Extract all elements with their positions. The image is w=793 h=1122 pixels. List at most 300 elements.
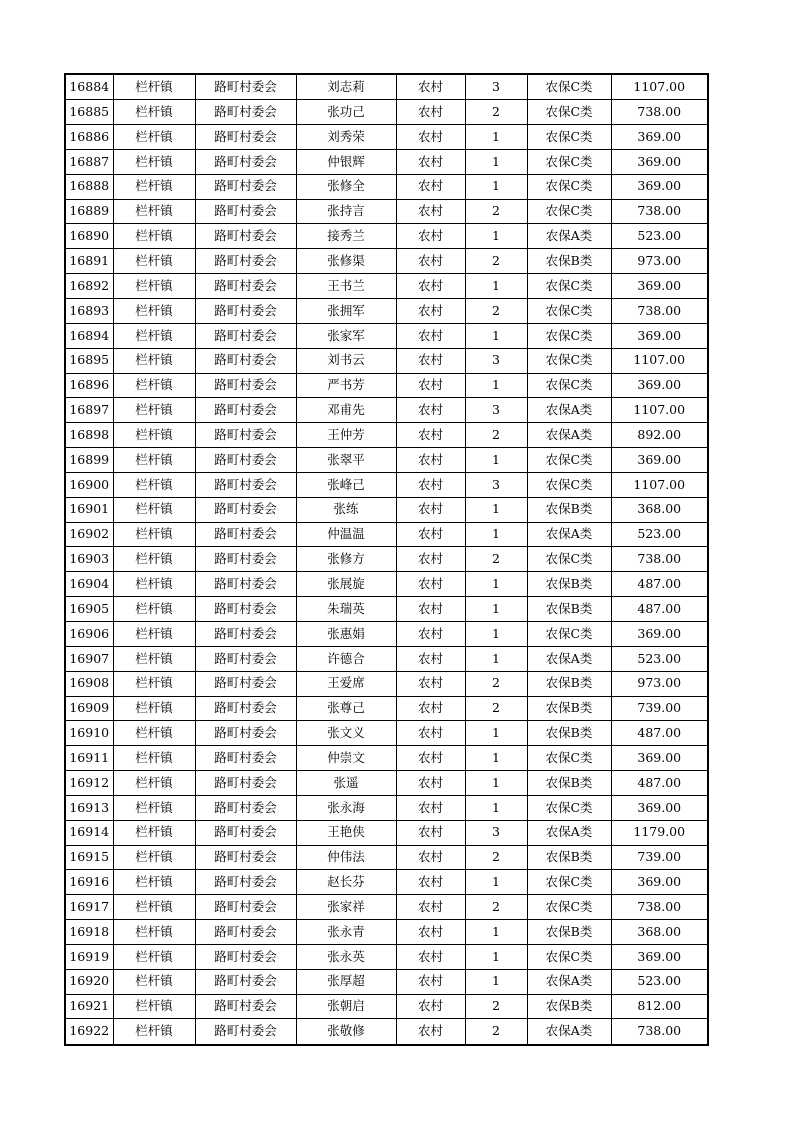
table-row bbox=[65, 547, 708, 572]
cell-person-count: 1 bbox=[465, 920, 527, 945]
cell-person-count: 1 bbox=[465, 448, 527, 473]
cell-village: 路町村委会 bbox=[195, 621, 296, 646]
cell-insurance-category: 农保B类 bbox=[527, 597, 611, 622]
cell-person-name: 张家军 bbox=[296, 323, 396, 348]
table-row bbox=[65, 696, 708, 721]
cell-person-name: 张厚超 bbox=[296, 969, 396, 994]
table-row bbox=[65, 348, 708, 373]
cell-residence-type: 农村 bbox=[396, 199, 465, 224]
cell-residence-type: 农村 bbox=[396, 423, 465, 448]
cell-residence-type: 农村 bbox=[396, 746, 465, 771]
cell-person-name: 许德合 bbox=[296, 646, 396, 671]
cell-town: 栏杆镇 bbox=[113, 448, 195, 473]
cell-person-name: 刘秀荣 bbox=[296, 125, 396, 150]
cell-person-name: 接秀兰 bbox=[296, 224, 396, 249]
cell-insurance-category: 农保A类 bbox=[527, 423, 611, 448]
cell-record-id: 16895 bbox=[65, 348, 113, 373]
cell-person-count: 1 bbox=[465, 944, 527, 969]
cell-residence-type: 农村 bbox=[396, 100, 465, 125]
cell-residence-type: 农村 bbox=[396, 944, 465, 969]
cell-residence-type: 农村 bbox=[396, 646, 465, 671]
cell-town: 栏杆镇 bbox=[113, 870, 195, 895]
cell-record-id: 16888 bbox=[65, 174, 113, 199]
cell-town: 栏杆镇 bbox=[113, 125, 195, 150]
cell-residence-type: 农村 bbox=[396, 820, 465, 845]
cell-person-name: 王艳侠 bbox=[296, 820, 396, 845]
cell-village: 路町村委会 bbox=[195, 845, 296, 870]
table-row bbox=[65, 870, 708, 895]
cell-town: 栏杆镇 bbox=[113, 771, 195, 796]
cell-person-count: 1 bbox=[465, 373, 527, 398]
cell-person-count: 3 bbox=[465, 472, 527, 497]
cell-person-name: 张惠娟 bbox=[296, 621, 396, 646]
cell-town: 栏杆镇 bbox=[113, 373, 195, 398]
cell-residence-type: 农村 bbox=[396, 870, 465, 895]
cell-person-count: 1 bbox=[465, 572, 527, 597]
cell-amount: 973.00 bbox=[611, 671, 708, 696]
table-row bbox=[65, 224, 708, 249]
cell-residence-type: 农村 bbox=[396, 572, 465, 597]
cell-amount: 523.00 bbox=[611, 969, 708, 994]
cell-village: 路町村委会 bbox=[195, 944, 296, 969]
cell-town: 栏杆镇 bbox=[113, 920, 195, 945]
cell-person-count: 1 bbox=[465, 771, 527, 796]
cell-insurance-category: 农保B类 bbox=[527, 572, 611, 597]
cell-person-name: 朱瑞英 bbox=[296, 597, 396, 622]
cell-person-name: 邓甫先 bbox=[296, 398, 396, 423]
cell-person-count: 1 bbox=[465, 795, 527, 820]
cell-amount: 738.00 bbox=[611, 199, 708, 224]
cell-residence-type: 农村 bbox=[396, 448, 465, 473]
table-row bbox=[65, 746, 708, 771]
cell-insurance-category: 农保C类 bbox=[527, 100, 611, 125]
cell-village: 路町村委会 bbox=[195, 149, 296, 174]
table-row bbox=[65, 497, 708, 522]
cell-town: 栏杆镇 bbox=[113, 944, 195, 969]
cell-person-name: 张家祥 bbox=[296, 895, 396, 920]
cell-town: 栏杆镇 bbox=[113, 1019, 195, 1045]
cell-town: 栏杆镇 bbox=[113, 348, 195, 373]
cell-amount: 892.00 bbox=[611, 423, 708, 448]
cell-person-count: 2 bbox=[465, 696, 527, 721]
table-row bbox=[65, 1019, 708, 1045]
cell-person-name: 张修全 bbox=[296, 174, 396, 199]
cell-amount: 369.00 bbox=[611, 174, 708, 199]
cell-record-id: 16896 bbox=[65, 373, 113, 398]
cell-record-id: 16916 bbox=[65, 870, 113, 895]
cell-amount: 369.00 bbox=[611, 448, 708, 473]
cell-amount: 368.00 bbox=[611, 497, 708, 522]
cell-amount: 487.00 bbox=[611, 771, 708, 796]
cell-residence-type: 农村 bbox=[396, 895, 465, 920]
cell-person-count: 1 bbox=[465, 497, 527, 522]
cell-insurance-category: 农保C类 bbox=[527, 74, 611, 100]
cell-amount: 487.00 bbox=[611, 572, 708, 597]
cell-town: 栏杆镇 bbox=[113, 472, 195, 497]
cell-village: 路町村委会 bbox=[195, 746, 296, 771]
cell-village: 路町村委会 bbox=[195, 448, 296, 473]
cell-person-name: 张永青 bbox=[296, 920, 396, 945]
cell-person-name: 严书芳 bbox=[296, 373, 396, 398]
cell-record-id: 16919 bbox=[65, 944, 113, 969]
cell-record-id: 16903 bbox=[65, 547, 113, 572]
cell-residence-type: 农村 bbox=[396, 74, 465, 100]
cell-residence-type: 农村 bbox=[396, 994, 465, 1019]
table-row bbox=[65, 969, 708, 994]
cell-person-count: 1 bbox=[465, 721, 527, 746]
cell-insurance-category: 农保B类 bbox=[527, 771, 611, 796]
cell-town: 栏杆镇 bbox=[113, 224, 195, 249]
cell-residence-type: 农村 bbox=[396, 522, 465, 547]
cell-village: 路町村委会 bbox=[195, 969, 296, 994]
cell-residence-type: 农村 bbox=[396, 249, 465, 274]
cell-insurance-category: 农保A类 bbox=[527, 224, 611, 249]
table-row bbox=[65, 448, 708, 473]
cell-person-count: 1 bbox=[465, 149, 527, 174]
cell-residence-type: 农村 bbox=[396, 274, 465, 299]
cell-village: 路町村委会 bbox=[195, 795, 296, 820]
cell-insurance-category: 农保C类 bbox=[527, 944, 611, 969]
cell-town: 栏杆镇 bbox=[113, 174, 195, 199]
cell-record-id: 16905 bbox=[65, 597, 113, 622]
table-row bbox=[65, 174, 708, 199]
cell-insurance-category: 农保C类 bbox=[527, 348, 611, 373]
cell-person-name: 张朝启 bbox=[296, 994, 396, 1019]
cell-town: 栏杆镇 bbox=[113, 746, 195, 771]
cell-insurance-category: 农保A类 bbox=[527, 1019, 611, 1045]
cell-insurance-category: 农保B类 bbox=[527, 497, 611, 522]
cell-amount: 523.00 bbox=[611, 224, 708, 249]
cell-person-count: 1 bbox=[465, 224, 527, 249]
table-row bbox=[65, 895, 708, 920]
cell-village: 路町村委会 bbox=[195, 522, 296, 547]
cell-residence-type: 农村 bbox=[396, 348, 465, 373]
cell-amount: 369.00 bbox=[611, 274, 708, 299]
cell-town: 栏杆镇 bbox=[113, 323, 195, 348]
table-row bbox=[65, 771, 708, 796]
cell-insurance-category: 农保C类 bbox=[527, 149, 611, 174]
cell-insurance-category: 农保C类 bbox=[527, 373, 611, 398]
cell-record-id: 16922 bbox=[65, 1019, 113, 1045]
cell-record-id: 16913 bbox=[65, 795, 113, 820]
table-row bbox=[65, 472, 708, 497]
cell-person-count: 1 bbox=[465, 522, 527, 547]
cell-amount: 1179.00 bbox=[611, 820, 708, 845]
cell-person-name: 仲温温 bbox=[296, 522, 396, 547]
cell-town: 栏杆镇 bbox=[113, 522, 195, 547]
table-row bbox=[65, 125, 708, 150]
cell-village: 路町村委会 bbox=[195, 74, 296, 100]
cell-person-name: 张文义 bbox=[296, 721, 396, 746]
cell-village: 路町村委会 bbox=[195, 100, 296, 125]
cell-village: 路町村委会 bbox=[195, 547, 296, 572]
cell-record-id: 16904 bbox=[65, 572, 113, 597]
cell-amount: 369.00 bbox=[611, 373, 708, 398]
cell-record-id: 16894 bbox=[65, 323, 113, 348]
cell-insurance-category: 农保A类 bbox=[527, 398, 611, 423]
cell-town: 栏杆镇 bbox=[113, 299, 195, 324]
cell-residence-type: 农村 bbox=[396, 771, 465, 796]
cell-record-id: 16908 bbox=[65, 671, 113, 696]
cell-town: 栏杆镇 bbox=[113, 398, 195, 423]
cell-amount: 369.00 bbox=[611, 746, 708, 771]
cell-village: 路町村委会 bbox=[195, 1019, 296, 1045]
cell-residence-type: 农村 bbox=[396, 299, 465, 324]
cell-village: 路町村委会 bbox=[195, 994, 296, 1019]
cell-insurance-category: 农保C类 bbox=[527, 174, 611, 199]
cell-insurance-category: 农保A类 bbox=[527, 646, 611, 671]
cell-record-id: 16901 bbox=[65, 497, 113, 522]
cell-insurance-category: 农保C类 bbox=[527, 472, 611, 497]
cell-village: 路町村委会 bbox=[195, 497, 296, 522]
cell-amount: 739.00 bbox=[611, 845, 708, 870]
cell-person-name: 张敬修 bbox=[296, 1019, 396, 1045]
cell-town: 栏杆镇 bbox=[113, 199, 195, 224]
cell-amount: 369.00 bbox=[611, 944, 708, 969]
cell-town: 栏杆镇 bbox=[113, 820, 195, 845]
cell-insurance-category: 农保C类 bbox=[527, 547, 611, 572]
cell-person-count: 2 bbox=[465, 299, 527, 324]
cell-record-id: 16884 bbox=[65, 74, 113, 100]
cell-record-id: 16897 bbox=[65, 398, 113, 423]
cell-village: 路町村委会 bbox=[195, 423, 296, 448]
cell-insurance-category: 农保A类 bbox=[527, 969, 611, 994]
cell-insurance-category: 农保B类 bbox=[527, 920, 611, 945]
table-row bbox=[65, 323, 708, 348]
cell-residence-type: 农村 bbox=[396, 969, 465, 994]
cell-insurance-category: 农保C类 bbox=[527, 870, 611, 895]
cell-record-id: 16906 bbox=[65, 621, 113, 646]
table-row bbox=[65, 820, 708, 845]
cell-residence-type: 农村 bbox=[396, 920, 465, 945]
table-row bbox=[65, 249, 708, 274]
cell-amount: 738.00 bbox=[611, 100, 708, 125]
cell-record-id: 16909 bbox=[65, 696, 113, 721]
table-row bbox=[65, 795, 708, 820]
cell-person-name: 仲银辉 bbox=[296, 149, 396, 174]
cell-town: 栏杆镇 bbox=[113, 547, 195, 572]
cell-person-count: 2 bbox=[465, 547, 527, 572]
table-body bbox=[65, 74, 708, 1045]
cell-village: 路町村委会 bbox=[195, 249, 296, 274]
cell-amount: 738.00 bbox=[611, 299, 708, 324]
table-row bbox=[65, 572, 708, 597]
cell-town: 栏杆镇 bbox=[113, 646, 195, 671]
cell-village: 路町村委会 bbox=[195, 696, 296, 721]
table-row bbox=[65, 74, 708, 100]
cell-residence-type: 农村 bbox=[396, 721, 465, 746]
cell-insurance-category: 农保C类 bbox=[527, 199, 611, 224]
cell-person-count: 3 bbox=[465, 820, 527, 845]
cell-person-name: 张永海 bbox=[296, 795, 396, 820]
cell-town: 栏杆镇 bbox=[113, 274, 195, 299]
cell-amount: 738.00 bbox=[611, 547, 708, 572]
cell-person-name: 张展旋 bbox=[296, 572, 396, 597]
cell-amount: 738.00 bbox=[611, 895, 708, 920]
table-row bbox=[65, 199, 708, 224]
cell-village: 路町村委会 bbox=[195, 671, 296, 696]
cell-person-name: 张尊己 bbox=[296, 696, 396, 721]
cell-record-id: 16912 bbox=[65, 771, 113, 796]
cell-person-count: 1 bbox=[465, 125, 527, 150]
cell-insurance-category: 农保C类 bbox=[527, 323, 611, 348]
cell-person-name: 张峰己 bbox=[296, 472, 396, 497]
cell-amount: 487.00 bbox=[611, 721, 708, 746]
cell-town: 栏杆镇 bbox=[113, 249, 195, 274]
cell-person-name: 刘书云 bbox=[296, 348, 396, 373]
cell-amount: 738.00 bbox=[611, 1019, 708, 1045]
cell-record-id: 16893 bbox=[65, 299, 113, 324]
cell-town: 栏杆镇 bbox=[113, 149, 195, 174]
cell-record-id: 16889 bbox=[65, 199, 113, 224]
cell-person-name: 张翠平 bbox=[296, 448, 396, 473]
cell-village: 路町村委会 bbox=[195, 323, 296, 348]
cell-village: 路町村委会 bbox=[195, 299, 296, 324]
table-row bbox=[65, 274, 708, 299]
cell-amount: 1107.00 bbox=[611, 472, 708, 497]
cell-person-count: 3 bbox=[465, 348, 527, 373]
cell-amount: 973.00 bbox=[611, 249, 708, 274]
cell-residence-type: 农村 bbox=[396, 174, 465, 199]
cell-record-id: 16920 bbox=[65, 969, 113, 994]
cell-record-id: 16918 bbox=[65, 920, 113, 945]
table-row bbox=[65, 149, 708, 174]
cell-record-id: 16910 bbox=[65, 721, 113, 746]
cell-person-count: 2 bbox=[465, 994, 527, 1019]
cell-amount: 369.00 bbox=[611, 621, 708, 646]
cell-village: 路町村委会 bbox=[195, 820, 296, 845]
cell-town: 栏杆镇 bbox=[113, 795, 195, 820]
cell-residence-type: 农村 bbox=[396, 373, 465, 398]
cell-amount: 523.00 bbox=[611, 646, 708, 671]
cell-record-id: 16887 bbox=[65, 149, 113, 174]
cell-insurance-category: 农保B类 bbox=[527, 696, 611, 721]
cell-insurance-category: 农保C类 bbox=[527, 746, 611, 771]
cell-amount: 487.00 bbox=[611, 597, 708, 622]
cell-record-id: 16898 bbox=[65, 423, 113, 448]
cell-town: 栏杆镇 bbox=[113, 969, 195, 994]
cell-person-count: 1 bbox=[465, 969, 527, 994]
cell-residence-type: 农村 bbox=[396, 621, 465, 646]
table-row bbox=[65, 373, 708, 398]
cell-insurance-category: 农保B类 bbox=[527, 249, 611, 274]
cell-town: 栏杆镇 bbox=[113, 497, 195, 522]
cell-record-id: 16890 bbox=[65, 224, 113, 249]
cell-person-count: 1 bbox=[465, 174, 527, 199]
cell-amount: 523.00 bbox=[611, 522, 708, 547]
cell-village: 路町村委会 bbox=[195, 398, 296, 423]
cell-amount: 812.00 bbox=[611, 994, 708, 1019]
cell-person-count: 1 bbox=[465, 323, 527, 348]
cell-town: 栏杆镇 bbox=[113, 994, 195, 1019]
cell-insurance-category: 农保B类 bbox=[527, 845, 611, 870]
table-row bbox=[65, 398, 708, 423]
cell-person-count: 3 bbox=[465, 398, 527, 423]
cell-residence-type: 农村 bbox=[396, 149, 465, 174]
cell-insurance-category: 农保C类 bbox=[527, 274, 611, 299]
cell-insurance-category: 农保A类 bbox=[527, 820, 611, 845]
cell-amount: 369.00 bbox=[611, 323, 708, 348]
cell-person-name: 张功己 bbox=[296, 100, 396, 125]
cell-record-id: 16892 bbox=[65, 274, 113, 299]
cell-record-id: 16899 bbox=[65, 448, 113, 473]
cell-person-count: 3 bbox=[465, 74, 527, 100]
cell-person-name: 王书兰 bbox=[296, 274, 396, 299]
cell-person-count: 1 bbox=[465, 621, 527, 646]
table-row bbox=[65, 920, 708, 945]
table-row bbox=[65, 597, 708, 622]
cell-person-count: 1 bbox=[465, 274, 527, 299]
cell-village: 路町村委会 bbox=[195, 572, 296, 597]
cell-village: 路町村委会 bbox=[195, 597, 296, 622]
cell-person-name: 张拥军 bbox=[296, 299, 396, 324]
cell-town: 栏杆镇 bbox=[113, 572, 195, 597]
cell-insurance-category: 农保B类 bbox=[527, 721, 611, 746]
cell-amount: 369.00 bbox=[611, 870, 708, 895]
cell-amount: 1107.00 bbox=[611, 348, 708, 373]
cell-residence-type: 农村 bbox=[396, 125, 465, 150]
cell-person-count: 2 bbox=[465, 249, 527, 274]
cell-insurance-category: 农保B类 bbox=[527, 671, 611, 696]
cell-person-name: 王爱席 bbox=[296, 671, 396, 696]
cell-person-name: 张遥 bbox=[296, 771, 396, 796]
cell-village: 路町村委会 bbox=[195, 373, 296, 398]
cell-amount: 739.00 bbox=[611, 696, 708, 721]
cell-amount: 368.00 bbox=[611, 920, 708, 945]
cell-village: 路町村委会 bbox=[195, 224, 296, 249]
cell-village: 路町村委会 bbox=[195, 895, 296, 920]
cell-residence-type: 农村 bbox=[396, 224, 465, 249]
table-row bbox=[65, 423, 708, 448]
cell-insurance-category: 农保C类 bbox=[527, 125, 611, 150]
cell-person-name: 仲崇文 bbox=[296, 746, 396, 771]
cell-person-name: 赵长芬 bbox=[296, 870, 396, 895]
cell-residence-type: 农村 bbox=[396, 323, 465, 348]
cell-town: 栏杆镇 bbox=[113, 74, 195, 100]
cell-residence-type: 农村 bbox=[396, 597, 465, 622]
cell-amount: 1107.00 bbox=[611, 398, 708, 423]
table-row bbox=[65, 994, 708, 1019]
cell-town: 栏杆镇 bbox=[113, 671, 195, 696]
cell-village: 路町村委会 bbox=[195, 721, 296, 746]
table-row bbox=[65, 621, 708, 646]
cell-town: 栏杆镇 bbox=[113, 423, 195, 448]
table-row bbox=[65, 671, 708, 696]
cell-village: 路町村委会 bbox=[195, 125, 296, 150]
cell-person-name: 张持言 bbox=[296, 199, 396, 224]
cell-person-count: 2 bbox=[465, 1019, 527, 1045]
cell-town: 栏杆镇 bbox=[113, 845, 195, 870]
cell-village: 路町村委会 bbox=[195, 274, 296, 299]
cell-person-count: 2 bbox=[465, 199, 527, 224]
cell-record-id: 16907 bbox=[65, 646, 113, 671]
table-row bbox=[65, 646, 708, 671]
cell-person-count: 2 bbox=[465, 845, 527, 870]
cell-person-count: 2 bbox=[465, 671, 527, 696]
cell-person-name: 张永英 bbox=[296, 944, 396, 969]
cell-village: 路町村委会 bbox=[195, 199, 296, 224]
cell-amount: 1107.00 bbox=[611, 74, 708, 100]
cell-town: 栏杆镇 bbox=[113, 100, 195, 125]
table-row bbox=[65, 721, 708, 746]
cell-insurance-category: 农保A类 bbox=[527, 522, 611, 547]
cell-town: 栏杆镇 bbox=[113, 597, 195, 622]
cell-amount: 369.00 bbox=[611, 149, 708, 174]
table-row bbox=[65, 100, 708, 125]
cell-residence-type: 农村 bbox=[396, 845, 465, 870]
cell-insurance-category: 农保C类 bbox=[527, 448, 611, 473]
table-row bbox=[65, 944, 708, 969]
